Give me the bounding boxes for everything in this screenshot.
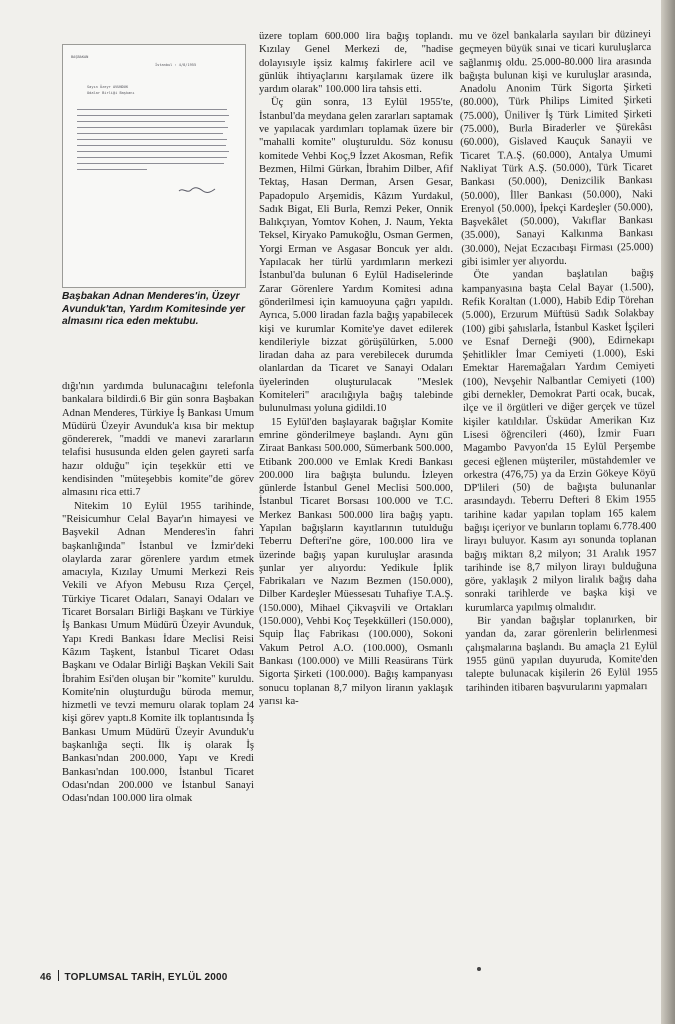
letter-text-line xyxy=(77,139,227,140)
letter-text-line xyxy=(77,121,225,122)
paragraph: Üç gün sonra, 13 Eylül 1955'te, İstanbul'da meydana gelen zararları saptamak ve yapılacak yardımları toplamak üzere bir "mahalli komite" oluşturuldu. Söz konusu komitede Vehbi Koç,9 İzzet Akosman, Refik Bezmen, Hilmi Gürkan, İbrahim Dilber, Afif Tektaş, Hasan Derman, Arsen Gesar, Papadopulo Arşemidis, Kâzım Yurdakul, Sadık Bigat, Eli Burla, Remzi Peker, Onnik Balıkçıyan, Yomtov Kohen, J. Naum, Yekta Teksel, Kiryako Pamukoğlu, Osman Germen, Yorgi Erman ve Asgasar Boncuk yer aldı. Yapılacak her türlü yardımların merkezi İstanbul'da bulunan 6 Eylül Hadiselerinde Zarar Görenlere Yardım Komitesi adına gönderilmesi için kamuoyuna çağrı yapıldı. Ayrıca, 5.000 liradan fazla bağış yapabilecek kişi ve kurumlar Komite'ye davet edilerek kendileriyle bizzat görüşülürken, 5.000 liradan daha az para verebilecek durumda olanlardan da Ticaret ve Sanayi Odaları üyelerinden oluşturulacak "Meslek Komiteleri" aracılığıyla bağış talebinde bulunulması yoluna gidildi.10 xyxy=(259,97,453,415)
end-mark-dot xyxy=(477,967,481,971)
paragraph: üzere toplam 600.000 lira bağış toplandı. Kızılay Genel Merkezi de, "hadise dolayısıyle işsiz kalmış fakirlere acil ve günlük ihtiyaçlarını karşılamak üzere ilk yardım olarak" 100.000 lira tahsis etti. xyxy=(259,31,453,96)
paragraph: Öte yandan başlatılan bağış kampanyasına başta Celal Bayar (1.500), Refik Koraltan (1.000), Habib Edip Törehan (5.000), Erzurum Müftüsü Sadık Solakbay (100) gibi şahıslarla, İstanbul Kasket İşçileri ve Esnaf Derneği (900), Edirnekapı Şehitlikler İmar Cemiyeti (1.000), Eski Emektar Haremağaları Yardım Cemiyeti (100), Nevşehir Nalbantlar Cemiyeti (100) gibi dernekler, Demokrat Parti ocak, bucak, ilçe ve il örgütleri ve diğer gerçek ve tüzel kişiler katıldılar. Üsküdar Amerikan Kız Lisesi öğrencileri (460), İzmir Fuarı Magambo Pavyon'da 15 Eylül Perşembe gecesi eğlenen müşteriler, müstahdemler ve orkestra (476,75) ya da Erzin Gökeye Köyü DP'lileri (50) de bağışta bulunanlar arasındaydı. Teberru Defteri 8 Ekim 1955 tarihine kadar yapılan toplam 165 kalem bağışı içeriyor ve bunların toplamı 6.778.400 lirayı buluyor. Kasım ayı sonunda toplanan bağış miktarı 8,2 milyon; 31 Aralık 1957 tarihinde ise 8,7 milyon lirayı bulduğuna göre, yaklaşık 2 milyon liralık bağış daha sonraki tarihlerde ve başka kişi ve kurumlarca yapılmış olmalıdır. xyxy=(461,268,657,614)
letter-date: İstanbul : 4/8/1955 xyxy=(155,63,197,67)
paragraph: Nitekim 10 Eylül 1955 tarihinde, "Reisicumhur Celal Bayar'ın himayesi ve Başvekil Adnan Menderes'in fahri başkanlığında" İstanbul ve İzmir'deki olaylarda zarar görenlere yardım etmek amacıyla, Kızılay Umumi Merkezi Reis Vekili ve Afyon Mebusu Rıza Çerçel, Türkiye Ticaret Odaları, Sanayi Odaları ve Ticaret Borsaları Birliği Başkanı ve Türkiye İş Bankası Umum Müdürü Üzeyir Avunduk, Yapı Kredi Bankası İdare Meclisi Reisi Kâzım Taşkent, İstanbul Ticaret Odası Başkanı ve Odalar Birliği Başkan Vekili Sait İbrahim Esi'den oluşan bir "komite" kuruldu. Komite'nin oluşturduğu büroda memur, hizmetli ve tevzi memuru olarak toplam 24 kişi görev yaptı.8 Komite ilk toplantısında İş Bankası Umum Müdürü Üzeyir Avunduk'u başkanlığa seçti. İlk iş olarak İş Bankası'ndan 200.000, Yapı ve Kredi Bankası'ndan 100.000, İstanbul Ticaret Odası'ndan 200.000 ve İstanbul Sanayi Odası'ndan 100.000 lira olmak xyxy=(62,500,254,805)
letter-text-line xyxy=(77,157,227,158)
paragraph: 15 Eylül'den başlayarak bağışlar Komite emrine gönderilmeye başlandı. Aynı gün Ziraat Bankası 500.000, Sümerbank 500.000, Etibank 200.000 ve Emlak Kredi Bankası 200.000 lira bağışta bulundu. İzleyen günlerde İstanbul Genel Meclisi 500.000, İstanbul Ticaret Borsası 100.000 ve T.C. Merkez Bankası 500.000 lira bağış yaptı. Yapılan bağışların kayıtlarının tutulduğu Teberru Defteri'ne göre, 100.000 lira ve üzerinde bağış yapan kuruluşlar arasında şunlar yer alıyordu: Yedikule İplik Fabrikaları ve Nazım Bezmen (150.000), Dilber Kardeşler Müessesatı Tuhafiye T.A.Ş. (150.000), Mihael Çikvaşvili ve Ortakları (150.000), Vehbi Koç Teşekkülleri (150.000), Squip İlaç Fabrikası (100.000), Sokoni Vakum Petrol A.O. (100.000), Osmanlı Bankası (100.000) ve Milli Reasürans Türk Sigorta Şirketi (100.000). Bağış kampanyası sonucu toplanan 8,7 milyon liranın yaklaşık yarısı ka- xyxy=(259,416,453,707)
letter-addressee: Sayın Üzeyr AVUNDUK xyxy=(87,85,129,89)
letter-text-line xyxy=(77,169,147,170)
letter-text-line xyxy=(77,133,223,134)
letter-text-line xyxy=(77,115,229,116)
page-footer xyxy=(40,970,228,983)
text-column-3 xyxy=(459,28,658,695)
page-number: 46 xyxy=(40,972,52,983)
letter-photo xyxy=(62,44,246,288)
text-column-2 xyxy=(259,30,453,708)
text-column-1 xyxy=(62,380,254,806)
letter-addressee-title: Odalar Birliği Başkanı xyxy=(87,91,135,95)
photo-caption: Başbakan Adnan Menderes'in, Üzeyr Avunduk'tan, Yardım Komitesinde yer almasını rica eden mektubu. xyxy=(62,291,246,328)
letter-text-line xyxy=(77,145,226,146)
footer-divider xyxy=(58,970,59,981)
paragraph: dığı'nın yardımda bulunacağını telefonla bankalara bildirdi.6 Bir gün sonra Başbakan Adnan Menderes, Türkiye İş Bankası Umum Müdürü Üzeyir Avunduk'a kısa bir mektup göndererek, "maddi ve manevi zararların telafisi hususunda elden gelen gayreti sarfa hazır olduğu" için teşekkür etti ve kendisinden "müteşebbis komite"de görev almasını rica etti.7 xyxy=(62,381,254,499)
paragraph: Bir yandan bağışlar toplanırken, bir yandan da, zarar görenlerin belirlenmesi çalışmalarına başlandı. Bu amaçla 21 Eylül 1955 günü yapılan duyuruda, Komite'den talepte bulunacak kişilerin 26 Eylül 1955 tarihinden itibaren başvurularını yapmaları xyxy=(465,614,658,694)
letter-header: BAŞBAKAN xyxy=(71,55,89,59)
letter-text-line xyxy=(77,109,227,110)
letter-document xyxy=(71,53,237,279)
letter-text-line xyxy=(77,127,228,128)
letter-text-line xyxy=(77,151,229,152)
letter-text-line xyxy=(77,163,224,164)
paragraph: mu ve özel bankalarla sayıları bir düzineyi geçmeyen büyük sınai ve ticari kuruluşlarca sağlanmış oldu. 25.000-80.000 lira arasında bağışta bulunan kişi ve kuruluşlar arasında, Anadolu Anonim Türk Sigorta Şirketi (80.000), Türk Philips Limited Şirketi (75.000), Üniliver İş Türk Limited Şirketi (75.000), Burla Biraderler ve Şürekâsı (60.000), Gislaved Kauçuk Sanayii ve Ticaret T.A.Ş. (60.000), Antalya Umumi Nakliyat Türk A.Ş. (50.000), Türk Ticaret Bankası (50.000), Denizcilik Bankası (50.000), İller Bankası (50.000), Naki Erenyol (50.000), İpekçi Kardeşler (50.000), Başvekâlet (50.000), Vakıflar Bankası (35.000), Sanayi Kalkınma Bankası (30.000), Nejat Eczacıbaşı Firması (25.000) gibi isimler yer alıyordu. xyxy=(459,28,654,269)
signature-mark xyxy=(177,185,217,195)
publication-name: TOPLUMSAL TARİH, EYLÜL 2000 xyxy=(64,972,228,983)
page-edge-shadow xyxy=(661,0,675,1024)
